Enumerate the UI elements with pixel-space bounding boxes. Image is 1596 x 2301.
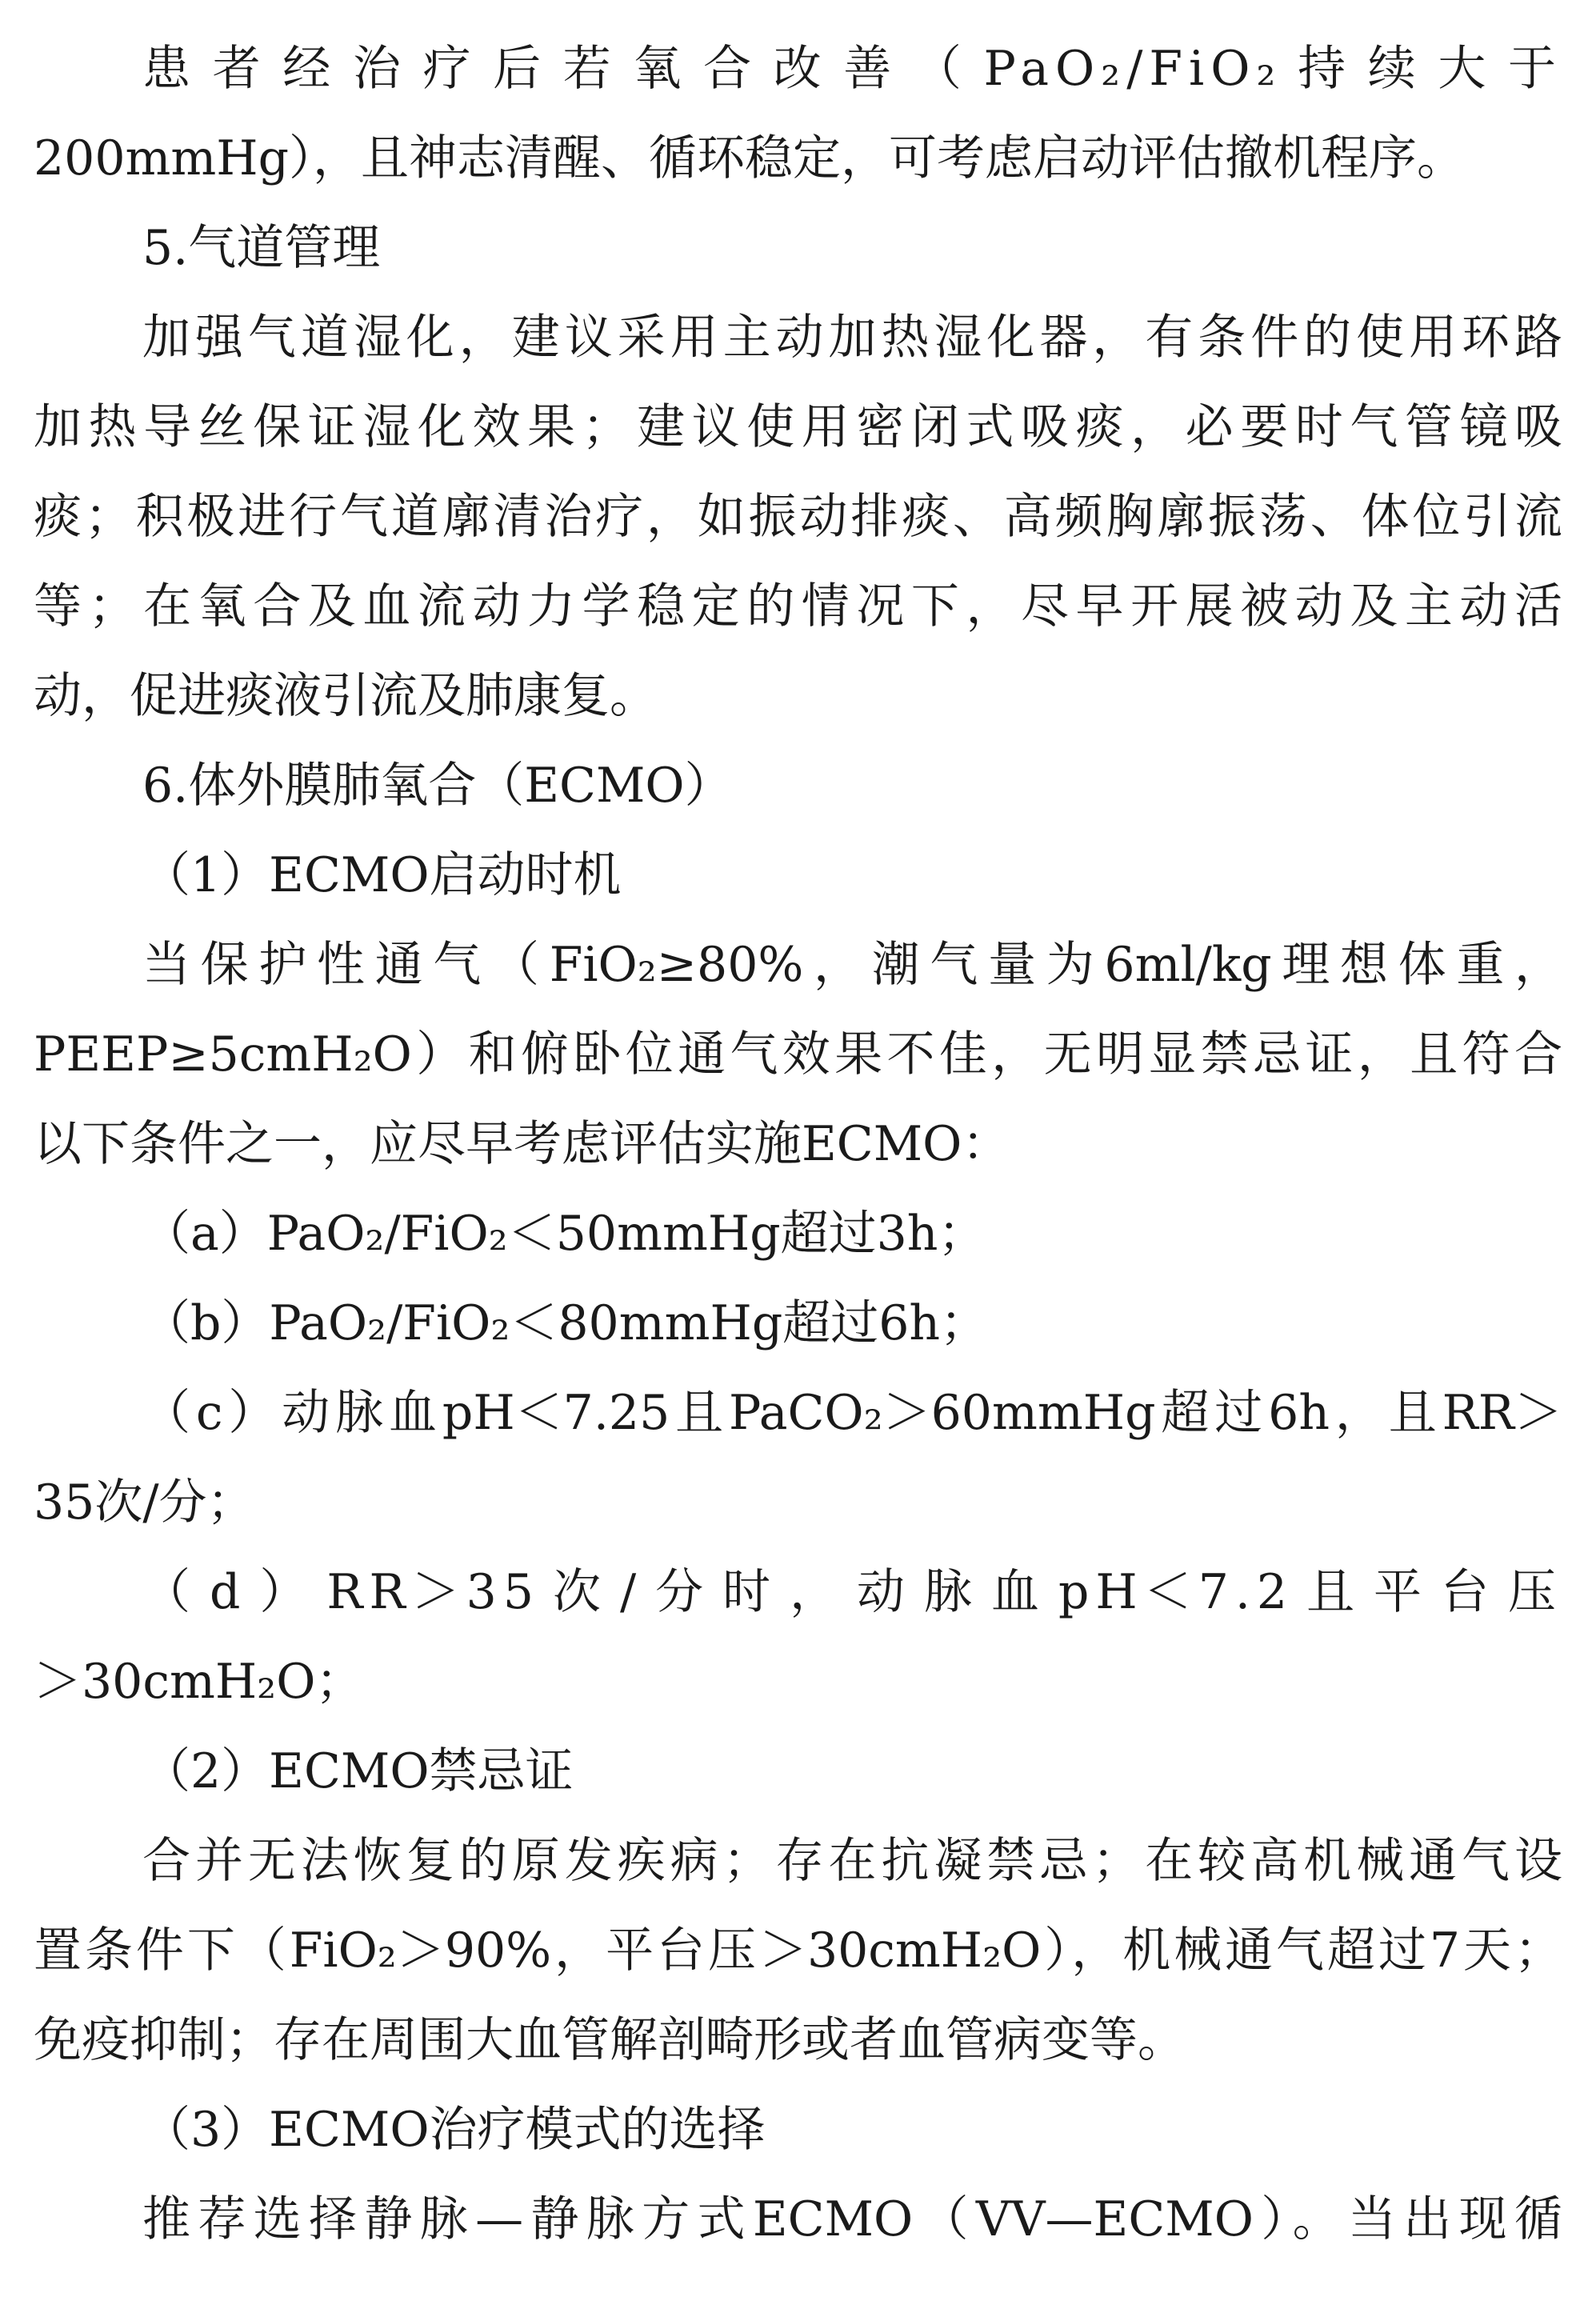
- subheading-ecmo-contraindications: （2）ECMO禁忌证: [142, 1743, 574, 1799]
- text-line-21: 合并无法恢复的原发疾病；存在抗凝禁忌；在较高机械通气设: [142, 1833, 1562, 1889]
- text-line-11: 当保护性通气（FiO₂≥80%，潮气量为6ml/kg理想体重，: [142, 937, 1562, 993]
- text-line-23: 免疫抑制；存在周围大血管解剖畸形或者血管病变等。: [34, 2012, 1186, 2068]
- text-line-2: 200mmHg），且神志清醒、循环稳定，可考虑启动评估撤机程序。: [34, 130, 1466, 186]
- section-heading-ecmo: 6.体外膜肺氧合（ECMO）: [142, 758, 733, 814]
- criterion-c-continued: 35次/分；: [34, 1475, 255, 1531]
- text-line-6: 痰；积极进行气道廓清治疗，如振动排痰、高频胸廓振荡、体位引流: [34, 489, 1562, 545]
- text-line-25: 推荐选择静脉—静脉方式ECMO（VV—ECMO）。当出现循: [142, 2191, 1562, 2247]
- criterion-a: （a）PaO₂/FiO₂＜50mmHg超过3h；: [142, 1206, 986, 1262]
- text-line-7: 等；在氧合及血流动力学稳定的情况下，尽早开展被动及主动活: [34, 578, 1562, 634]
- criterion-c: （c）动脉血pH＜7.25且PaCO₂＞60mmHg超过6h，且RR＞: [142, 1385, 1562, 1441]
- criterion-d-continued: ＞30cmH₂O；: [34, 1654, 364, 1710]
- text-line-5: 加热导丝保证湿化效果；建议使用密闭式吸痰，必要时气管镜吸: [34, 399, 1562, 455]
- criterion-d: （d）RR＞35次/分时，动脉血pH＜7.2且平台压: [142, 1564, 1562, 1620]
- section-heading-airway: 5.气道管理: [142, 220, 381, 276]
- text-line-1: 患者经治疗后若氧合改善（PaO₂/FiO₂持续大于: [142, 41, 1562, 97]
- text-line-8: 动，促进痰液引流及肺康复。: [34, 668, 658, 724]
- subheading-ecmo-timing: （1）ECMO启动时机: [142, 847, 622, 903]
- text-line-4: 加强气道湿化，建议采用主动加热湿化器，有条件的使用环路: [142, 310, 1562, 366]
- subheading-ecmo-mode: （3）ECMO治疗模式的选择: [142, 2102, 766, 2158]
- text-line-13: 以下条件之一，应尽早考虑评估实施ECMO：: [34, 1116, 1010, 1172]
- text-line-12: PEEP≥5cmH₂O）和俯卧位通气效果不佳，无明显禁忌证，且符合: [34, 1026, 1562, 1082]
- text-line-22: 置条件下（FiO₂＞90%，平台压＞30cmH₂O），机械通气超过7天；: [34, 1923, 1562, 1979]
- criterion-b: （b）PaO₂/FiO₂＜80mmHg超过6h；: [142, 1295, 989, 1351]
